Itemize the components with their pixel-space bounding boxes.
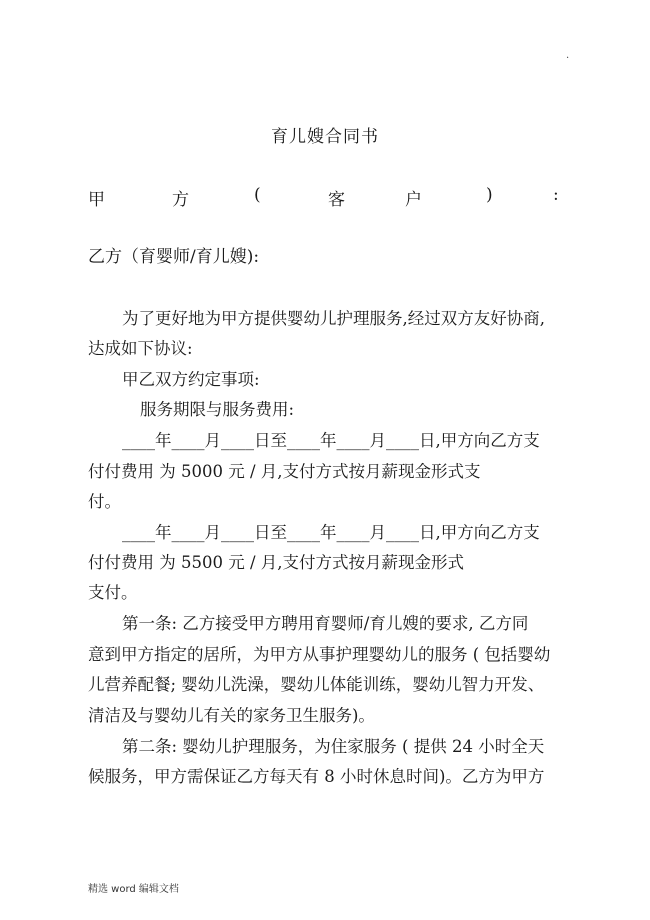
party-a-char: ( <box>254 185 261 205</box>
paragraph-line: ____年____月____日至____年____月____日,甲方向乙方支 <box>122 523 540 542</box>
party-a-char: ) <box>486 185 493 205</box>
party-a-char: 户 <box>405 190 422 210</box>
party-a-line <box>0 185 650 210</box>
paragraph-line: 付。 <box>88 492 121 511</box>
party-a-char: 方 <box>172 190 189 210</box>
paragraph-line: 候服务，甲方需保证乙方每天有 8 小时休息时间)。乙方为甲方 <box>88 767 545 786</box>
corner-mark: . <box>566 50 570 61</box>
party-b-line: 乙方（育婴师/育儿嫂): <box>88 247 260 267</box>
paragraph-line: 第一条: 乙方接受甲方聘用育婴师/育儿嫂的要求, 乙方同 <box>122 614 529 633</box>
paragraph-line: 清洁及与婴幼儿有关的家务卫生服务)。 <box>88 706 375 725</box>
paragraph-line: 付付费用 为 5000 元 / 月,支付方式按月薪现金形式支 <box>88 462 481 481</box>
paragraph-line: 儿营养配餐; 婴幼儿洗澡，婴幼儿体能训练，婴幼儿智力开发、 <box>88 675 545 694</box>
paragraph-line: 意到甲方指定的居所，为甲方从事护理婴幼儿的服务 ( 包括婴幼 <box>88 645 551 664</box>
document-title: 育儿嫂合同书 <box>271 127 379 147</box>
paragraph-line: 付付费用 为 5500 元 / 月,支付方式按月薪现金形式 <box>88 553 465 572</box>
paragraph-line: 服务期限与服务费用: <box>140 400 295 419</box>
party-a-char: 甲 <box>88 190 105 210</box>
footer-caption: 精选 word 编辑文档 <box>88 884 179 895</box>
paragraph-line: 甲乙双方约定事项: <box>122 370 260 389</box>
paragraph-line: 第二条: 婴幼儿护理服务，为住家服务 ( 提供 24 小时全天 <box>122 737 545 756</box>
paragraph-line: ____年____月____日至____年____月____日,甲方向乙方支 <box>122 431 540 450</box>
party-a-char: : <box>553 185 559 205</box>
paragraph-line: 达成如下协议: <box>88 339 193 358</box>
party-a-char: 客 <box>328 190 345 210</box>
paragraph-line: 支付。 <box>88 583 138 602</box>
paragraph-line: 为了更好地为甲方提供婴幼儿护理服务,经过双方友好协商, <box>122 309 545 328</box>
